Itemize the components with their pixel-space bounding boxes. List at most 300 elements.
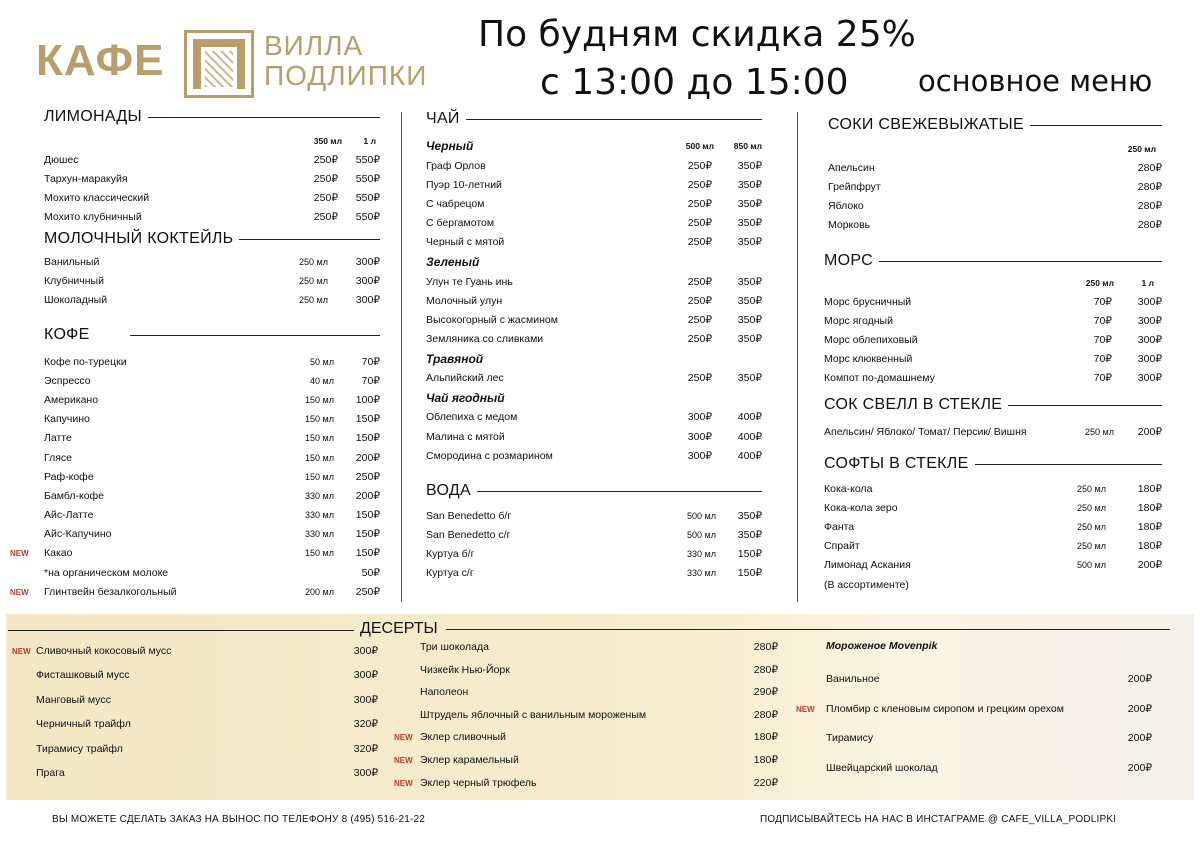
item-price: 250₽ <box>687 217 712 230</box>
menu-item-row <box>10 544 380 563</box>
new-badge: NEW <box>10 549 29 559</box>
item-price-large: 550₽ <box>355 153 380 166</box>
volume-header: 850 мл <box>733 141 762 151</box>
item-name: Морс облепиховый <box>824 333 918 346</box>
menu-item-row <box>824 350 1162 369</box>
section-tea <box>426 110 762 465</box>
item-price: 200₽ <box>1127 702 1152 715</box>
item-volume: 330 мл <box>687 548 716 559</box>
volume-header: 1 л <box>1141 278 1154 288</box>
item-name: Куртуа б/г <box>426 547 475 560</box>
item-volume: 500 мл <box>687 529 716 540</box>
item-name: Мохито клубничный <box>44 211 142 224</box>
menu-item-row <box>44 506 380 525</box>
icecream-title: Мороженое Movenpik <box>826 640 938 652</box>
menu-item-row <box>828 177 1162 196</box>
item-price: 300₽ <box>353 645 378 657</box>
item-price-large: 350₽ <box>737 197 762 210</box>
item-volume: 150 мл <box>305 452 334 463</box>
item-volume: 250 мл <box>299 256 328 267</box>
item-volume: 50 мл <box>310 356 334 367</box>
item-name: Черный с мятой <box>426 236 505 249</box>
item-name: Малина с мятой <box>426 430 505 443</box>
item-name: Эклер карамельный <box>420 754 519 766</box>
section-title: ВОДА <box>426 482 471 499</box>
item-price-large: 300₽ <box>1137 314 1162 327</box>
item-price: 300₽ <box>355 274 380 287</box>
section-title: МОЛОЧНЫЙ КОКТЕЙЛЬ <box>44 230 234 247</box>
item-name: Морс брусничный <box>824 295 912 308</box>
menu-item-row <box>828 216 1162 235</box>
item-name: Грейпфрут <box>828 180 881 193</box>
item-price: 250₽ <box>313 191 338 204</box>
item-volume: 250 мл <box>1077 521 1106 532</box>
item-name: Айс-Капучино <box>44 528 112 541</box>
menu-item-row <box>44 150 380 169</box>
item-price: 250₽ <box>687 159 712 172</box>
section-title: СОФТЫ В СТЕКЛЕ <box>824 455 969 472</box>
item-volume: 200 мл <box>305 586 334 597</box>
menu-item-row <box>44 371 380 390</box>
menu-item-row <box>44 208 380 227</box>
item-price-large: 400₽ <box>737 449 762 462</box>
item-price: 280₽ <box>1137 199 1162 212</box>
item-price-large: 350₽ <box>737 275 762 288</box>
item-name: Альпийский лес <box>426 372 504 385</box>
item-price: 200₽ <box>1127 732 1152 744</box>
item-price: 150₽ <box>737 567 762 580</box>
section-softs <box>824 455 1162 594</box>
menu-item-row <box>824 479 1162 498</box>
promo-line-2: с 13:00 до 15:00 <box>540 62 849 103</box>
logo-podlipki: ПОДЛИПКИ <box>264 60 428 91</box>
item-price-large: 350₽ <box>737 217 762 230</box>
item-name: Американо <box>44 393 99 406</box>
item-name: Спрайт <box>824 540 860 553</box>
item-price: 200₽ <box>1127 761 1152 774</box>
item-name: Молочный улун <box>426 294 503 307</box>
item-price: 250₽ <box>687 275 712 288</box>
menu-item-row <box>44 448 380 467</box>
item-name: Сливочный кокосовый мусс <box>36 645 172 657</box>
item-price: 70₽ <box>361 374 380 387</box>
item-price: 300₽ <box>355 293 380 306</box>
menu-item-row <box>44 467 380 486</box>
item-price: 150₽ <box>355 547 380 560</box>
item-name: Морс клюквенный <box>824 353 913 366</box>
item-price: 180₽ <box>1137 501 1162 514</box>
item-price-large: 300₽ <box>1137 333 1162 346</box>
item-name: Лимонад Аскания <box>824 559 911 572</box>
item-name: Куртуа с/г <box>426 567 474 580</box>
footer-phone: ВЫ МОЖЕТЕ СДЕЛАТЬ ЗАКАЗ НА ВЫНОС ПО ТЕЛЕФОНУ 8 (495) 516-21-22 <box>52 814 426 825</box>
tea-group-header <box>426 388 762 408</box>
item-price: 180₽ <box>753 754 778 766</box>
item-name: Эклер черный трюфель <box>420 776 537 789</box>
item-volume: 500 мл <box>1077 560 1106 571</box>
item-price: 320₽ <box>353 742 378 755</box>
menu-item-row <box>426 564 762 583</box>
menu-item-row <box>824 537 1162 556</box>
section-lemonades <box>44 108 380 227</box>
item-price: 200₽ <box>1137 559 1162 572</box>
item-name: Штрудель яблочный с ванильным мороженым <box>420 708 647 721</box>
item-price: 70₽ <box>361 355 380 368</box>
item-name: Манговый мусс <box>36 693 111 706</box>
menu-item-row <box>426 506 762 525</box>
item-volume: 150 мл <box>305 433 334 444</box>
section-coffee <box>10 326 380 601</box>
tea-group-header <box>426 252 762 272</box>
logo-emblem-icon <box>184 30 254 98</box>
menu-item-row <box>44 271 380 290</box>
menu-item-row <box>824 556 1162 575</box>
item-volume: 40 мл <box>310 375 334 386</box>
item-volume: 500 мл <box>687 510 716 521</box>
tea-group-title: Чай ягодный <box>426 390 505 405</box>
item-volume: 250 мл <box>1077 483 1106 494</box>
menu-item-row <box>44 429 380 448</box>
menu-item-row <box>44 188 380 207</box>
item-name: Компот по-домашнему <box>824 372 935 385</box>
item-price-large: 350₽ <box>737 333 762 346</box>
tea-group-title: Травяной <box>426 351 484 366</box>
menu-item-row <box>44 290 380 309</box>
item-name: Чизкейк Нью-Йорк <box>420 663 510 676</box>
item-volume: 150 мл <box>305 548 334 559</box>
menu-item-row <box>426 446 762 465</box>
menu-item-row <box>824 330 1162 349</box>
menu-item-row <box>44 352 380 371</box>
menu-item-row <box>824 517 1162 536</box>
item-name: Граф Орлов <box>426 159 486 172</box>
item-name: Кока-кола зеро <box>824 501 898 514</box>
item-price: 200₽ <box>1137 425 1162 438</box>
item-price: 250₽ <box>313 211 338 224</box>
section-title: ЛИМОНАДЫ <box>44 108 142 125</box>
item-price: 250₽ <box>313 172 338 185</box>
item-price: 300₽ <box>353 767 378 779</box>
menu-item-row <box>426 156 762 175</box>
item-price: 180₽ <box>1137 520 1162 533</box>
item-volume: 330 мл <box>687 568 716 579</box>
menu-item-row <box>426 310 762 329</box>
item-price-large: 400₽ <box>737 411 762 424</box>
menu-item-row <box>824 311 1162 330</box>
item-price-large: 350₽ <box>737 236 762 249</box>
item-price: 280₽ <box>753 663 778 676</box>
item-name: Улун те Гуань инь <box>426 275 513 288</box>
dessert-row <box>420 641 778 653</box>
section-juices <box>828 116 1162 235</box>
menu-item-row <box>44 525 380 544</box>
item-name: Ванильный <box>44 255 100 268</box>
tea-group-title: Зеленый <box>426 254 480 269</box>
tea-group-header <box>426 136 762 156</box>
item-name: Эклер сливочный <box>420 731 506 744</box>
menu-item-row <box>426 272 762 291</box>
section-mors <box>824 252 1162 388</box>
volume-header: 1 л <box>363 136 376 146</box>
item-price: 250₽ <box>687 333 712 346</box>
item-name: Эспрессо <box>44 374 91 387</box>
item-name: Облепиха с медом <box>426 411 518 424</box>
item-price-large: 550₽ <box>355 172 380 185</box>
volume-header: 500 мл <box>685 141 714 151</box>
item-price: 250₽ <box>355 585 380 598</box>
item-price: 280₽ <box>753 641 778 653</box>
item-name: Яблоко <box>828 199 864 212</box>
item-price-large: 350₽ <box>737 159 762 172</box>
new-badge: NEW <box>394 756 413 765</box>
item-price: 250₽ <box>687 372 712 385</box>
item-price: 70₽ <box>1093 372 1112 385</box>
item-price: 300₽ <box>353 669 378 682</box>
item-name: Дюшес <box>44 153 79 166</box>
item-price: 70₽ <box>1093 295 1112 308</box>
menu-item-row <box>426 525 762 544</box>
item-price-large: 300₽ <box>1137 372 1162 385</box>
section-title: МОРС <box>824 252 874 269</box>
item-name: Прага <box>36 767 65 779</box>
section-title: СОК СВЕЛЛ В СТЕКЛЕ <box>824 396 1003 413</box>
section-title: ДЕСЕРТЫ <box>360 620 438 637</box>
item-name: *на органическом молоке <box>44 566 169 579</box>
item-price: 70₽ <box>1093 314 1112 327</box>
item-price: 150₽ <box>737 547 762 560</box>
item-name: С чабрецом <box>426 197 485 210</box>
item-name: Какао NEW <box>10 547 73 560</box>
item-name: Апельсин/ Яблоко/ Томат/ Персик/ Вишня <box>824 425 1027 438</box>
item-volume: 250 мл <box>1085 426 1114 437</box>
menu-item-row <box>828 196 1162 215</box>
item-volume: 150 мл <box>305 414 334 425</box>
menu-item-row <box>426 544 762 563</box>
menu-item-row <box>426 408 762 427</box>
section-title: КОФЕ <box>44 326 90 343</box>
item-name: Фанта <box>824 520 855 533</box>
dessert-row <box>36 743 378 755</box>
item-name: Морковь <box>828 219 871 232</box>
item-name: Мохито классический <box>44 191 150 204</box>
dessert-row <box>826 673 1152 685</box>
menu-item-row <box>824 422 1162 441</box>
menu-type-title: основное меню <box>918 64 1153 98</box>
new-badge: NEW <box>796 704 815 714</box>
volume-header: 250 мл <box>1127 144 1156 154</box>
dessert-row <box>36 694 378 706</box>
item-name: Тирамису трайфл <box>36 742 123 755</box>
item-price-large: 550₽ <box>355 211 380 224</box>
item-name: San Benedetto с/г <box>426 528 511 541</box>
item-volume: 250 мл <box>299 294 328 305</box>
item-price: 70₽ <box>1093 333 1112 346</box>
menu-item-row <box>44 252 380 271</box>
item-price: 200₽ <box>1127 673 1152 685</box>
item-name: Ванильное <box>826 673 880 685</box>
menu-item-row <box>426 194 762 213</box>
item-price-large: 350₽ <box>737 313 762 326</box>
item-name: Латте <box>44 432 72 445</box>
item-volume: 250 мл <box>1077 502 1106 513</box>
item-price-large: 550₽ <box>355 191 380 204</box>
menu-item-row <box>824 575 1162 594</box>
item-volume: 330 мл <box>305 490 334 501</box>
item-price: 290₽ <box>753 686 778 699</box>
menu-item-row <box>426 214 762 233</box>
item-price: 200₽ <box>355 489 380 502</box>
new-badge: NEW <box>12 647 31 656</box>
item-price: 320₽ <box>353 718 378 731</box>
dessert-row <box>826 703 1152 715</box>
item-price: 280₽ <box>1137 161 1162 174</box>
logo-villa: ВИЛЛА <box>264 30 364 61</box>
item-name: Смородина с розмарином <box>426 449 553 462</box>
menu-item-row <box>44 169 380 188</box>
item-price: 300₽ <box>687 430 712 443</box>
item-price: 150₽ <box>355 432 380 445</box>
logo-kafe: КАФЕ <box>36 36 165 85</box>
tea-group-header <box>426 349 762 369</box>
item-name: Кока-кола <box>824 482 873 495</box>
section-water <box>426 482 762 583</box>
item-name: San Benedetto б/г <box>426 509 512 522</box>
section-title: ЧАЙ <box>426 110 460 127</box>
item-volume: 330 мл <box>305 529 334 540</box>
item-name: Капучино <box>44 413 90 426</box>
item-volume: 150 мл <box>305 394 334 405</box>
item-name: Фисташковый мусс <box>36 669 130 682</box>
item-price: 300₽ <box>353 693 378 706</box>
menu-item-row <box>44 563 380 582</box>
item-name: Земляника со сливками <box>426 333 544 346</box>
menu-item-row <box>44 390 380 409</box>
desserts-header <box>360 620 1170 638</box>
item-price: 300₽ <box>355 255 380 268</box>
item-price: 280₽ <box>753 708 778 721</box>
item-name: Кофе по-турецки <box>44 355 127 368</box>
menu-item-row <box>426 427 762 446</box>
item-price-large: 300₽ <box>1137 295 1162 308</box>
item-name: Тархун-маракуйя <box>44 172 128 185</box>
item-price: 200₽ <box>355 451 380 464</box>
dessert-row <box>420 777 778 789</box>
item-price-large: 400₽ <box>737 430 762 443</box>
item-name: Пуэр 10-летний <box>426 178 502 191</box>
volume-header: 250 мл <box>1085 278 1114 288</box>
item-name: Тирамису <box>826 732 874 744</box>
menu-item-row <box>828 158 1162 177</box>
item-price: 250₽ <box>687 313 712 326</box>
section-svell <box>824 396 1162 441</box>
item-price: 150₽ <box>355 528 380 541</box>
menu-item-row <box>426 369 762 388</box>
new-badge: NEW <box>394 778 413 788</box>
tea-group-title: Черный <box>426 139 474 153</box>
item-price: 220₽ <box>753 776 778 789</box>
dessert-row <box>420 754 778 766</box>
item-name: Глинтвейн безалкогольный NEW <box>10 585 177 598</box>
menu-item-row <box>824 369 1162 388</box>
menu-item-row <box>824 498 1162 517</box>
menu-item-row <box>44 486 380 505</box>
item-price-large: 300₽ <box>1137 353 1162 366</box>
item-price: 180₽ <box>1137 482 1162 495</box>
footer-instagram: ПОДПИСЫВАЙТЕСЬ НА НАС В ИНСТАГРАМЕ @ CAFE_VILLA_PODLIPKI <box>760 814 1117 825</box>
section-title: СОКИ СВЕЖЕВЫЖАТЫЕ <box>828 116 1024 133</box>
dessert-row <box>420 731 778 743</box>
item-volume: 250 мл <box>1077 541 1106 552</box>
item-price: 280₽ <box>1137 180 1162 193</box>
dessert-row <box>420 686 778 698</box>
item-price: 100₽ <box>355 393 380 406</box>
column-divider <box>797 112 798 602</box>
menu-item-row <box>426 330 762 349</box>
item-name: С бергамотом <box>426 217 495 230</box>
menu-item-row <box>824 292 1162 311</box>
item-price: 150₽ <box>355 413 380 426</box>
item-name: Апельсин <box>828 161 875 174</box>
dessert-row <box>36 767 378 779</box>
menu-item-row <box>44 410 380 429</box>
item-price-large: 350₽ <box>737 372 762 385</box>
dessert-row <box>36 718 378 730</box>
item-name: (В ассортименте) <box>824 578 909 591</box>
item-price: 70₽ <box>1093 353 1112 366</box>
menu-item-row <box>426 233 762 252</box>
item-price: 250₽ <box>355 470 380 483</box>
dessert-row <box>826 762 1152 774</box>
item-price: 180₽ <box>753 731 778 744</box>
item-volume: 150 мл <box>305 471 334 482</box>
item-name: Наполеон <box>420 686 469 699</box>
item-price: 250₽ <box>687 294 712 307</box>
item-volume: 330 мл <box>305 510 334 521</box>
item-volume: 250 мл <box>299 275 328 286</box>
item-price: 250₽ <box>687 236 712 249</box>
item-name: Бамбл-кофе <box>44 489 105 502</box>
item-price: 50₽ <box>361 566 380 579</box>
item-price: 300₽ <box>687 411 712 424</box>
item-name: Глясе <box>44 451 72 464</box>
dessert-row <box>826 732 1152 744</box>
item-name: Швейцарский шоколад <box>826 761 938 774</box>
promo-line-1: По будням скидка 25% <box>478 14 916 55</box>
item-name: Морс ягодный <box>824 314 893 327</box>
dessert-row <box>420 664 778 676</box>
item-price: 300₽ <box>687 449 712 462</box>
item-price: 350₽ <box>737 509 762 522</box>
item-name: Айс-Латте <box>44 509 94 522</box>
new-badge: NEW <box>10 587 29 597</box>
item-price: 250₽ <box>687 197 712 210</box>
item-name: Черничный трайфл <box>36 718 131 731</box>
new-badge: NEW <box>394 733 413 743</box>
item-price: 180₽ <box>1137 540 1162 553</box>
volume-header: 350 мл <box>313 136 342 146</box>
section-milkshake <box>44 230 380 310</box>
column-divider <box>401 112 402 602</box>
dessert-row <box>420 709 778 721</box>
dessert-row <box>36 669 378 681</box>
item-price: 150₽ <box>355 509 380 522</box>
item-name: Три шоколада <box>420 641 489 653</box>
item-name: Шоколадный <box>44 293 108 306</box>
item-price-large: 350₽ <box>737 178 762 191</box>
menu-item-row <box>426 291 762 310</box>
item-name: Высокогорный с жасмином <box>426 313 558 326</box>
item-price: 280₽ <box>1137 219 1162 232</box>
